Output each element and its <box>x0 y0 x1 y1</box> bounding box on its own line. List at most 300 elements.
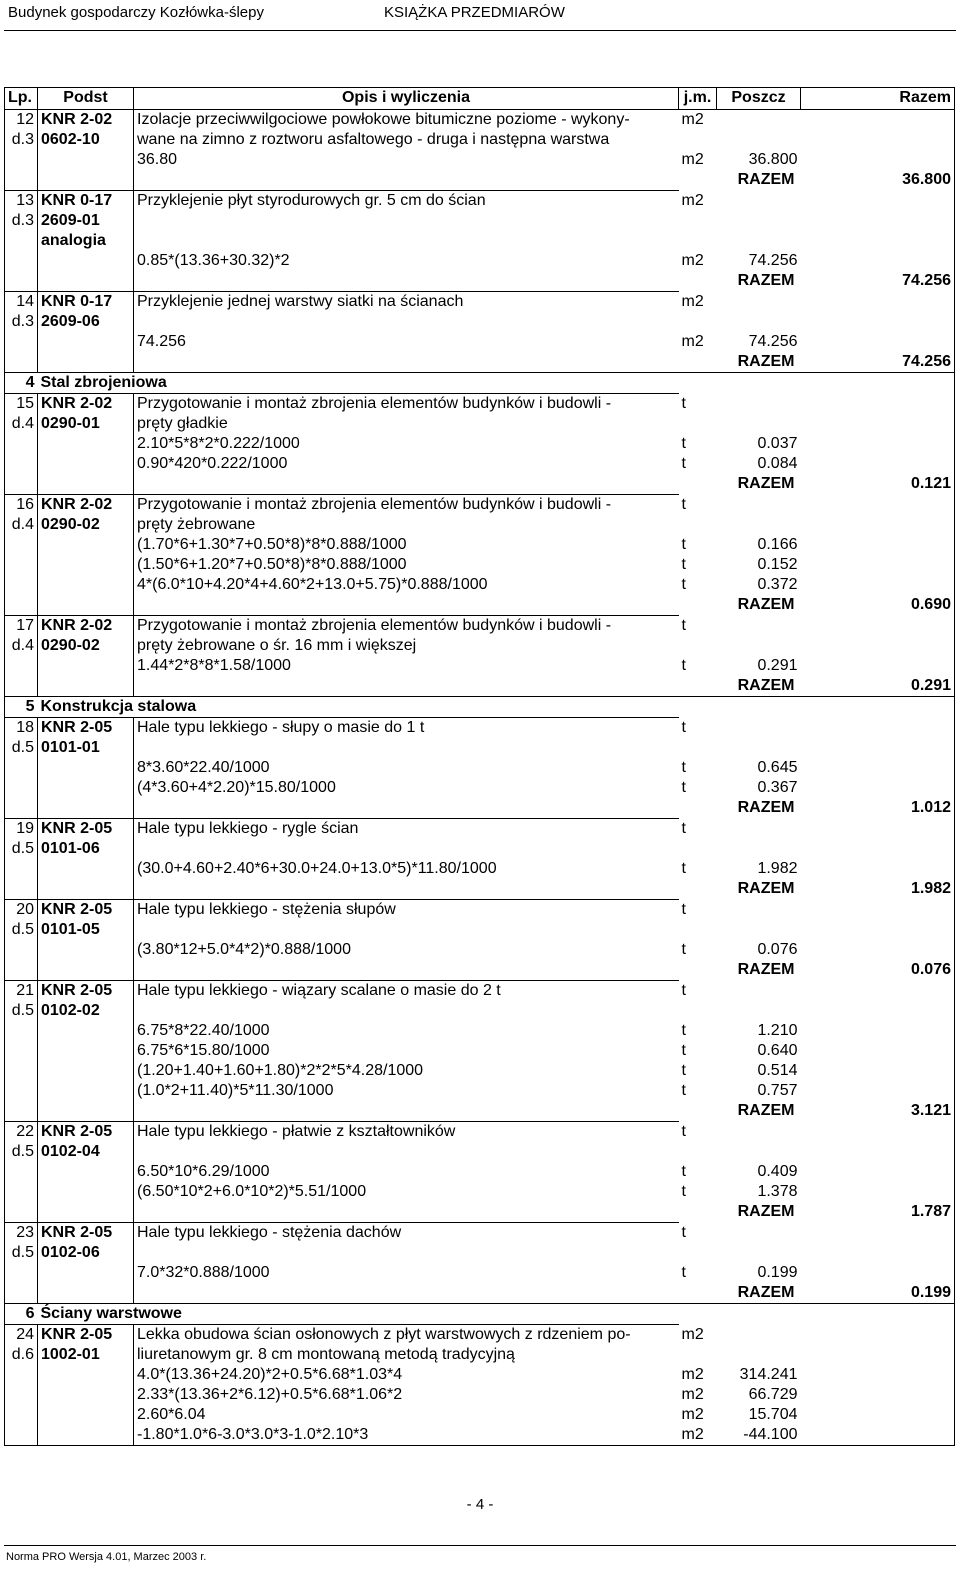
razem-total: 0.690 <box>801 595 955 616</box>
item-basis-code: KNR 2-02 <box>38 495 134 516</box>
item-unit: t <box>681 616 686 634</box>
section-row <box>5 1304 955 1325</box>
empty-cell <box>801 1021 955 1041</box>
razem-total: 1.982 <box>801 879 955 900</box>
empty-cell <box>38 1182 134 1202</box>
empty-cell <box>717 394 801 415</box>
item-row <box>5 718 955 739</box>
razem-total: 74.256 <box>801 352 955 373</box>
calculation-value: 15.704 <box>748 1406 798 1423</box>
calculation-expression: (1.50*6+1.20*7+0.50*8)*8*0.888/1000 <box>134 555 679 575</box>
calculation-value: 314.241 <box>739 1366 798 1383</box>
empty-cell <box>679 515 717 535</box>
empty-cell <box>134 231 679 251</box>
calculation-expression: 6.75*6*15.80/1000 <box>134 1041 679 1061</box>
empty-cell <box>134 1142 679 1162</box>
item-description: pręty żebrowane <box>134 515 679 535</box>
calculation-expression: 4*(6.0*10+4.20*4+4.60*2+13.0+5.75)*0.888/1000 <box>134 575 679 595</box>
section-empty <box>801 373 955 394</box>
item-row <box>5 1325 955 1346</box>
calculation-expression: 6.50*10*6.29/1000 <box>134 1162 679 1182</box>
calculation-expression: 7.0*32*0.888/1000 <box>134 1263 679 1283</box>
empty-cell <box>679 1345 717 1365</box>
empty-cell <box>717 819 801 840</box>
item-basis-code: KNR 0-17 <box>38 191 134 212</box>
item-row <box>5 981 955 1002</box>
empty-cell <box>801 1001 955 1021</box>
empty-cell <box>801 738 955 758</box>
calculation-value: 0.152 <box>757 556 798 573</box>
empty-cell <box>801 535 955 555</box>
item-number: 13 <box>5 191 38 212</box>
empty-cell <box>717 718 801 739</box>
empty-cell <box>679 130 717 150</box>
empty-cell <box>38 859 134 879</box>
razem-label: RAZEM <box>134 676 801 697</box>
item-line <box>5 575 955 595</box>
razem-total: 36.800 <box>801 170 955 191</box>
header-rule <box>4 30 956 31</box>
razem-row <box>5 1283 955 1304</box>
item-chapter-ref: d.6 <box>5 1345 38 1365</box>
calculation-expression: 2.33*(13.36+2*6.12)+0.5*6.68*1.06*2 <box>134 1385 679 1405</box>
empty-cell <box>717 1001 801 1021</box>
item-description: wane na zimno z roztworu asfaltowego - druga i następna warstwa <box>134 130 679 150</box>
empty-cell <box>717 1122 801 1143</box>
empty-cell <box>801 1223 955 1244</box>
empty-cell <box>717 1243 801 1263</box>
section-row <box>5 697 955 718</box>
calculation-expression: 1.44*2*8*8*1.58/1000 <box>134 656 679 676</box>
empty-cell <box>38 1162 134 1182</box>
header-project-name: Budynek gospodarczy Kozłówka-ślepy <box>8 4 264 21</box>
empty-cell <box>717 110 801 131</box>
calculation-expression: 0.85*(13.36+30.32)*2 <box>134 251 679 271</box>
item-unit: t <box>681 981 686 999</box>
razem-label: RAZEM <box>134 798 801 819</box>
razem-row <box>5 1202 955 1223</box>
item-description: Hale typu lekkiego - słupy o masie do 1 t <box>134 718 679 739</box>
empty-cell <box>801 778 955 798</box>
empty-cell <box>5 1061 38 1081</box>
footer-software-note: Norma PRO Wersja 4.01, Marzec 2003 r. <box>6 1551 207 1563</box>
empty-cell <box>801 251 955 271</box>
empty-cell <box>717 738 801 758</box>
item-line <box>5 1021 955 1041</box>
empty-cell <box>801 191 955 212</box>
section-number: 5 <box>5 697 38 718</box>
item-line <box>5 454 955 474</box>
item-unit: t <box>681 718 686 736</box>
column-header-jm: j.m. <box>679 88 717 110</box>
empty-cell <box>5 1182 38 1202</box>
empty-cell <box>801 130 955 150</box>
empty-cell <box>801 555 955 575</box>
calculation-expression: (30.0+4.60+2.40*6+30.0+24.0+13.0*5)*11.80/1000 <box>134 859 679 879</box>
calculation-expression: 36.80 <box>134 150 679 170</box>
empty-cell <box>38 1405 134 1425</box>
razem-row <box>5 798 955 819</box>
item-basis-code: 0102-06 <box>38 1243 134 1263</box>
item-basis-code: KNR 2-05 <box>38 1122 134 1143</box>
empty-cell <box>801 718 955 739</box>
item-description: pręty gładkie <box>134 414 679 434</box>
calculation-value: -44.100 <box>717 1425 801 1446</box>
item-description: Izolacje przeciwwilgociowe powłokowe bitumiczne poziome - wykony- <box>134 110 679 131</box>
calculation-unit: t <box>681 1082 686 1099</box>
empty-cell <box>801 920 955 940</box>
item-number: 14 <box>5 292 38 313</box>
calculation-unit: t <box>681 657 686 674</box>
item-basis-code: 0101-01 <box>38 738 134 758</box>
item-basis-code: KNR 2-05 <box>38 718 134 739</box>
empty-cell <box>801 150 955 170</box>
item-line <box>5 738 955 758</box>
item-number: 12 <box>5 110 38 131</box>
item-chapter-ref: d.5 <box>5 920 38 940</box>
empty-cell <box>38 960 134 981</box>
item-number: 16 <box>5 495 38 516</box>
calculation-value: 66.729 <box>748 1386 798 1403</box>
item-row <box>5 819 955 840</box>
empty-cell <box>679 414 717 434</box>
empty-cell <box>38 1061 134 1081</box>
empty-cell <box>5 170 38 191</box>
section-number: 6 <box>5 1304 38 1325</box>
calculation-unit: m2 <box>681 1366 704 1383</box>
empty-cell <box>38 879 134 900</box>
calculation-unit: t <box>681 1183 686 1200</box>
empty-cell <box>679 920 717 940</box>
empty-cell <box>801 819 955 840</box>
empty-cell <box>38 1202 134 1223</box>
empty-cell <box>801 434 955 454</box>
empty-cell <box>5 879 38 900</box>
item-row <box>5 1223 955 1244</box>
item-row <box>5 110 955 131</box>
item-basis-code: KNR 2-05 <box>38 981 134 1002</box>
item-number: 19 <box>5 819 38 840</box>
empty-cell <box>801 110 955 131</box>
item-line <box>5 434 955 454</box>
empty-cell <box>38 474 134 495</box>
razem-row <box>5 595 955 616</box>
item-basis-code: KNR 0-17 <box>38 292 134 313</box>
calculation-value: 0.514 <box>757 1062 798 1079</box>
calculation-expression: 4.0*(13.36+24.20)*2+0.5*6.68*1.03*4 <box>134 1365 679 1385</box>
empty-cell <box>717 1325 801 1346</box>
razem-label: RAZEM <box>134 170 801 191</box>
empty-cell <box>38 656 134 676</box>
item-row <box>5 191 955 212</box>
empty-cell <box>717 981 801 1002</box>
item-number: 24 <box>5 1325 38 1346</box>
empty-cell <box>801 859 955 879</box>
empty-cell <box>5 940 38 960</box>
empty-cell <box>717 616 801 637</box>
item-line <box>5 1182 955 1202</box>
razem-total: 0.121 <box>801 474 955 495</box>
item-line <box>5 1365 955 1385</box>
item-basis-code: 0102-04 <box>38 1142 134 1162</box>
empty-cell <box>5 150 38 170</box>
item-number: 21 <box>5 981 38 1002</box>
empty-cell <box>38 575 134 595</box>
razem-label: RAZEM <box>134 271 801 292</box>
empty-cell <box>38 758 134 778</box>
empty-cell <box>717 900 801 921</box>
item-basis-code: KNR 2-02 <box>38 110 134 131</box>
item-row <box>5 616 955 637</box>
header-document-type: KSIĄŻKA PRZEDMIARÓW <box>384 4 565 21</box>
empty-cell <box>38 940 134 960</box>
calculation-unit: t <box>681 576 686 593</box>
item-chapter-ref: d.3 <box>5 312 38 332</box>
calculation-value: 36.800 <box>748 151 798 168</box>
calculation-unit: t <box>681 556 686 573</box>
calculation-expression: 0.90*420*0.222/1000 <box>134 454 679 474</box>
item-basis-code: 2609-06 <box>38 312 134 332</box>
empty-cell <box>717 231 801 251</box>
empty-cell <box>38 778 134 798</box>
column-header-poszcz: Poszcz <box>717 88 801 110</box>
calculation-unit: t <box>681 1022 686 1039</box>
empty-cell <box>5 1385 38 1405</box>
item-basis-code: 0102-02 <box>38 1001 134 1021</box>
item-line <box>5 1243 955 1263</box>
empty-cell <box>38 1081 134 1101</box>
calculation-unit: t <box>681 860 686 877</box>
empty-cell <box>38 535 134 555</box>
calculation-expression: (1.0*2+11.40)*5*11.30/1000 <box>134 1081 679 1101</box>
empty-cell <box>5 960 38 981</box>
empty-cell <box>717 292 801 313</box>
razem-total: 0.076 <box>801 960 955 981</box>
empty-cell <box>801 1385 955 1405</box>
empty-cell <box>801 312 955 332</box>
calculation-value: 74.256 <box>748 252 798 269</box>
empty-cell <box>5 231 38 251</box>
calculation-value: 0.640 <box>757 1042 798 1059</box>
item-description: Hale typu lekkiego - rygle ścian <box>134 819 679 840</box>
item-line <box>5 312 955 332</box>
calculation-value: 1.982 <box>757 860 798 877</box>
item-description: Przyklejenie płyt styrodurowych gr. 5 cm do ścian <box>134 191 679 212</box>
item-description: Hale typu lekkiego - wiązary scalane o masie do 2 t <box>134 981 679 1002</box>
item-basis-code: KNR 2-05 <box>38 1223 134 1244</box>
razem-row <box>5 676 955 697</box>
item-chapter-ref: d.4 <box>5 414 38 434</box>
item-basis-code: 0602-10 <box>38 130 134 150</box>
item-chapter-ref: d.4 <box>5 636 38 656</box>
calculation-unit: t <box>681 455 686 472</box>
empty-cell <box>5 251 38 271</box>
calculation-value: 0.367 <box>757 779 798 796</box>
razem-total: 3.121 <box>801 1101 955 1122</box>
empty-cell <box>801 616 955 637</box>
empty-cell <box>5 758 38 778</box>
item-chapter-ref: d.3 <box>5 130 38 150</box>
calculation-value: 0.037 <box>757 435 798 452</box>
item-chapter-ref: d.5 <box>5 1001 38 1021</box>
empty-cell <box>717 495 801 516</box>
empty-cell <box>134 312 679 332</box>
calculation-unit: t <box>681 435 686 452</box>
item-description: Lekka obudowa ścian osłonowych z płyt warstwowych z rdzeniem po- <box>134 1325 679 1346</box>
calculation-value: 0.372 <box>757 576 798 593</box>
empty-cell <box>801 981 955 1002</box>
item-description: Hale typu lekkiego - płatwie z kształtowników <box>134 1122 679 1143</box>
calculation-value: 0.409 <box>757 1163 798 1180</box>
empty-cell <box>801 1425 955 1446</box>
empty-cell <box>717 211 801 231</box>
razem-row <box>5 1101 955 1122</box>
empty-cell <box>38 454 134 474</box>
calculation-expression: (6.50*10*2+6.0*10*2)*5.51/1000 <box>134 1182 679 1202</box>
item-line <box>5 231 955 251</box>
razem-total: 74.256 <box>801 271 955 292</box>
item-number: 20 <box>5 900 38 921</box>
item-number: 18 <box>5 718 38 739</box>
razem-total: 1.012 <box>801 798 955 819</box>
item-basis-code: KNR 2-05 <box>38 1325 134 1346</box>
item-line <box>5 1385 955 1405</box>
calculation-unit: t <box>681 1264 686 1281</box>
item-unit: t <box>681 1122 686 1140</box>
calculation-expression: (1.70*6+1.30*7+0.50*8)*8*0.888/1000 <box>134 535 679 555</box>
calculation-unit: t <box>681 1042 686 1059</box>
empty-cell <box>134 1001 679 1021</box>
column-header-razem: Razem <box>801 88 955 110</box>
item-chapter-ref: d.5 <box>5 738 38 758</box>
empty-cell <box>5 1283 38 1304</box>
empty-cell <box>801 332 955 352</box>
razem-row <box>5 271 955 292</box>
section-title: Ściany warstwowe <box>38 1304 801 1325</box>
item-number: 17 <box>5 616 38 637</box>
empty-cell <box>134 1243 679 1263</box>
calculation-expression: (3.80*12+5.0*4*2)*0.888/1000 <box>134 940 679 960</box>
calculation-expression: 74.256 <box>134 332 679 352</box>
item-line <box>5 1425 955 1446</box>
empty-cell <box>5 1081 38 1101</box>
item-line <box>5 1081 955 1101</box>
empty-cell <box>38 170 134 191</box>
item-description: Przygotowanie i montaż zbrojenia elementów budynków i budowli - <box>134 495 679 516</box>
item-basis-code: analogia <box>38 231 134 251</box>
empty-cell <box>5 859 38 879</box>
empty-cell <box>38 150 134 170</box>
empty-cell <box>801 758 955 778</box>
item-description: pręty żebrowane o śr. 16 mm i większej <box>134 636 679 656</box>
calculation-expression: 2.60*6.04 <box>134 1405 679 1425</box>
empty-cell <box>717 1345 801 1365</box>
item-chapter-ref: d.4 <box>5 515 38 535</box>
empty-cell <box>38 1425 134 1446</box>
item-row <box>5 292 955 313</box>
empty-cell <box>5 575 38 595</box>
calculation-unit: m2 <box>681 252 704 269</box>
calculation-value: 0.084 <box>757 455 798 472</box>
empty-cell <box>679 231 717 251</box>
empty-cell <box>38 332 134 352</box>
item-row <box>5 394 955 415</box>
calculation-expression: -1.80*1.0*6-3.0*3.0*3-1.0*2.10*3 <box>134 1425 679 1446</box>
empty-cell <box>801 1142 955 1162</box>
empty-cell <box>5 798 38 819</box>
empty-cell <box>5 1405 38 1425</box>
empty-cell <box>679 738 717 758</box>
empty-cell <box>679 1243 717 1263</box>
calculation-unit: m2 <box>679 1425 717 1446</box>
section-number: 4 <box>5 373 38 394</box>
empty-cell <box>717 636 801 656</box>
empty-cell <box>801 495 955 516</box>
empty-cell <box>38 1385 134 1405</box>
razem-label: RAZEM <box>134 595 801 616</box>
empty-cell <box>134 839 679 859</box>
item-line <box>5 130 955 150</box>
item-description: Przyklejenie jednej warstwy siatki na ścianach <box>134 292 679 313</box>
item-line <box>5 535 955 555</box>
razem-label: RAZEM <box>134 474 801 495</box>
item-unit: t <box>681 819 686 837</box>
empty-cell <box>679 1142 717 1162</box>
item-line <box>5 1061 955 1081</box>
column-header-podst: Podst <box>38 88 134 110</box>
table-header-row <box>5 88 955 110</box>
empty-cell <box>38 1101 134 1122</box>
item-chapter-ref: d.5 <box>5 1142 38 1162</box>
item-number: 23 <box>5 1223 38 1244</box>
item-chapter-ref: d.3 <box>5 211 38 231</box>
empty-cell <box>134 920 679 940</box>
empty-cell <box>801 575 955 595</box>
empty-cell <box>38 352 134 373</box>
empty-cell <box>801 1182 955 1202</box>
calculation-expression: 6.75*8*22.40/1000 <box>134 1021 679 1041</box>
empty-cell <box>801 394 955 415</box>
item-line <box>5 332 955 352</box>
empty-cell <box>38 434 134 454</box>
item-number: 15 <box>5 394 38 415</box>
item-line <box>5 636 955 656</box>
page-header <box>8 4 952 22</box>
item-unit: m2 <box>681 191 704 209</box>
empty-cell <box>801 940 955 960</box>
razem-label: RAZEM <box>134 1101 801 1122</box>
razem-label: RAZEM <box>134 960 801 981</box>
calculation-unit: t <box>681 759 686 776</box>
item-line <box>5 414 955 434</box>
empty-cell <box>38 1263 134 1283</box>
item-line <box>5 1142 955 1162</box>
item-line <box>5 251 955 271</box>
empty-cell <box>5 595 38 616</box>
item-basis-code: KNR 2-05 <box>38 900 134 921</box>
calculation-expression: 2.10*5*8*2*0.222/1000 <box>134 434 679 454</box>
razem-label: RAZEM <box>134 879 801 900</box>
item-line <box>5 758 955 778</box>
empty-cell <box>5 676 38 697</box>
calculation-value: 0.199 <box>757 1264 798 1281</box>
item-basis-code: 1002-01 <box>38 1345 134 1365</box>
empty-cell <box>5 1021 38 1041</box>
column-header-opis: Opis i wyliczenia <box>134 88 679 110</box>
empty-cell <box>679 211 717 231</box>
empty-cell <box>801 454 955 474</box>
item-row <box>5 900 955 921</box>
